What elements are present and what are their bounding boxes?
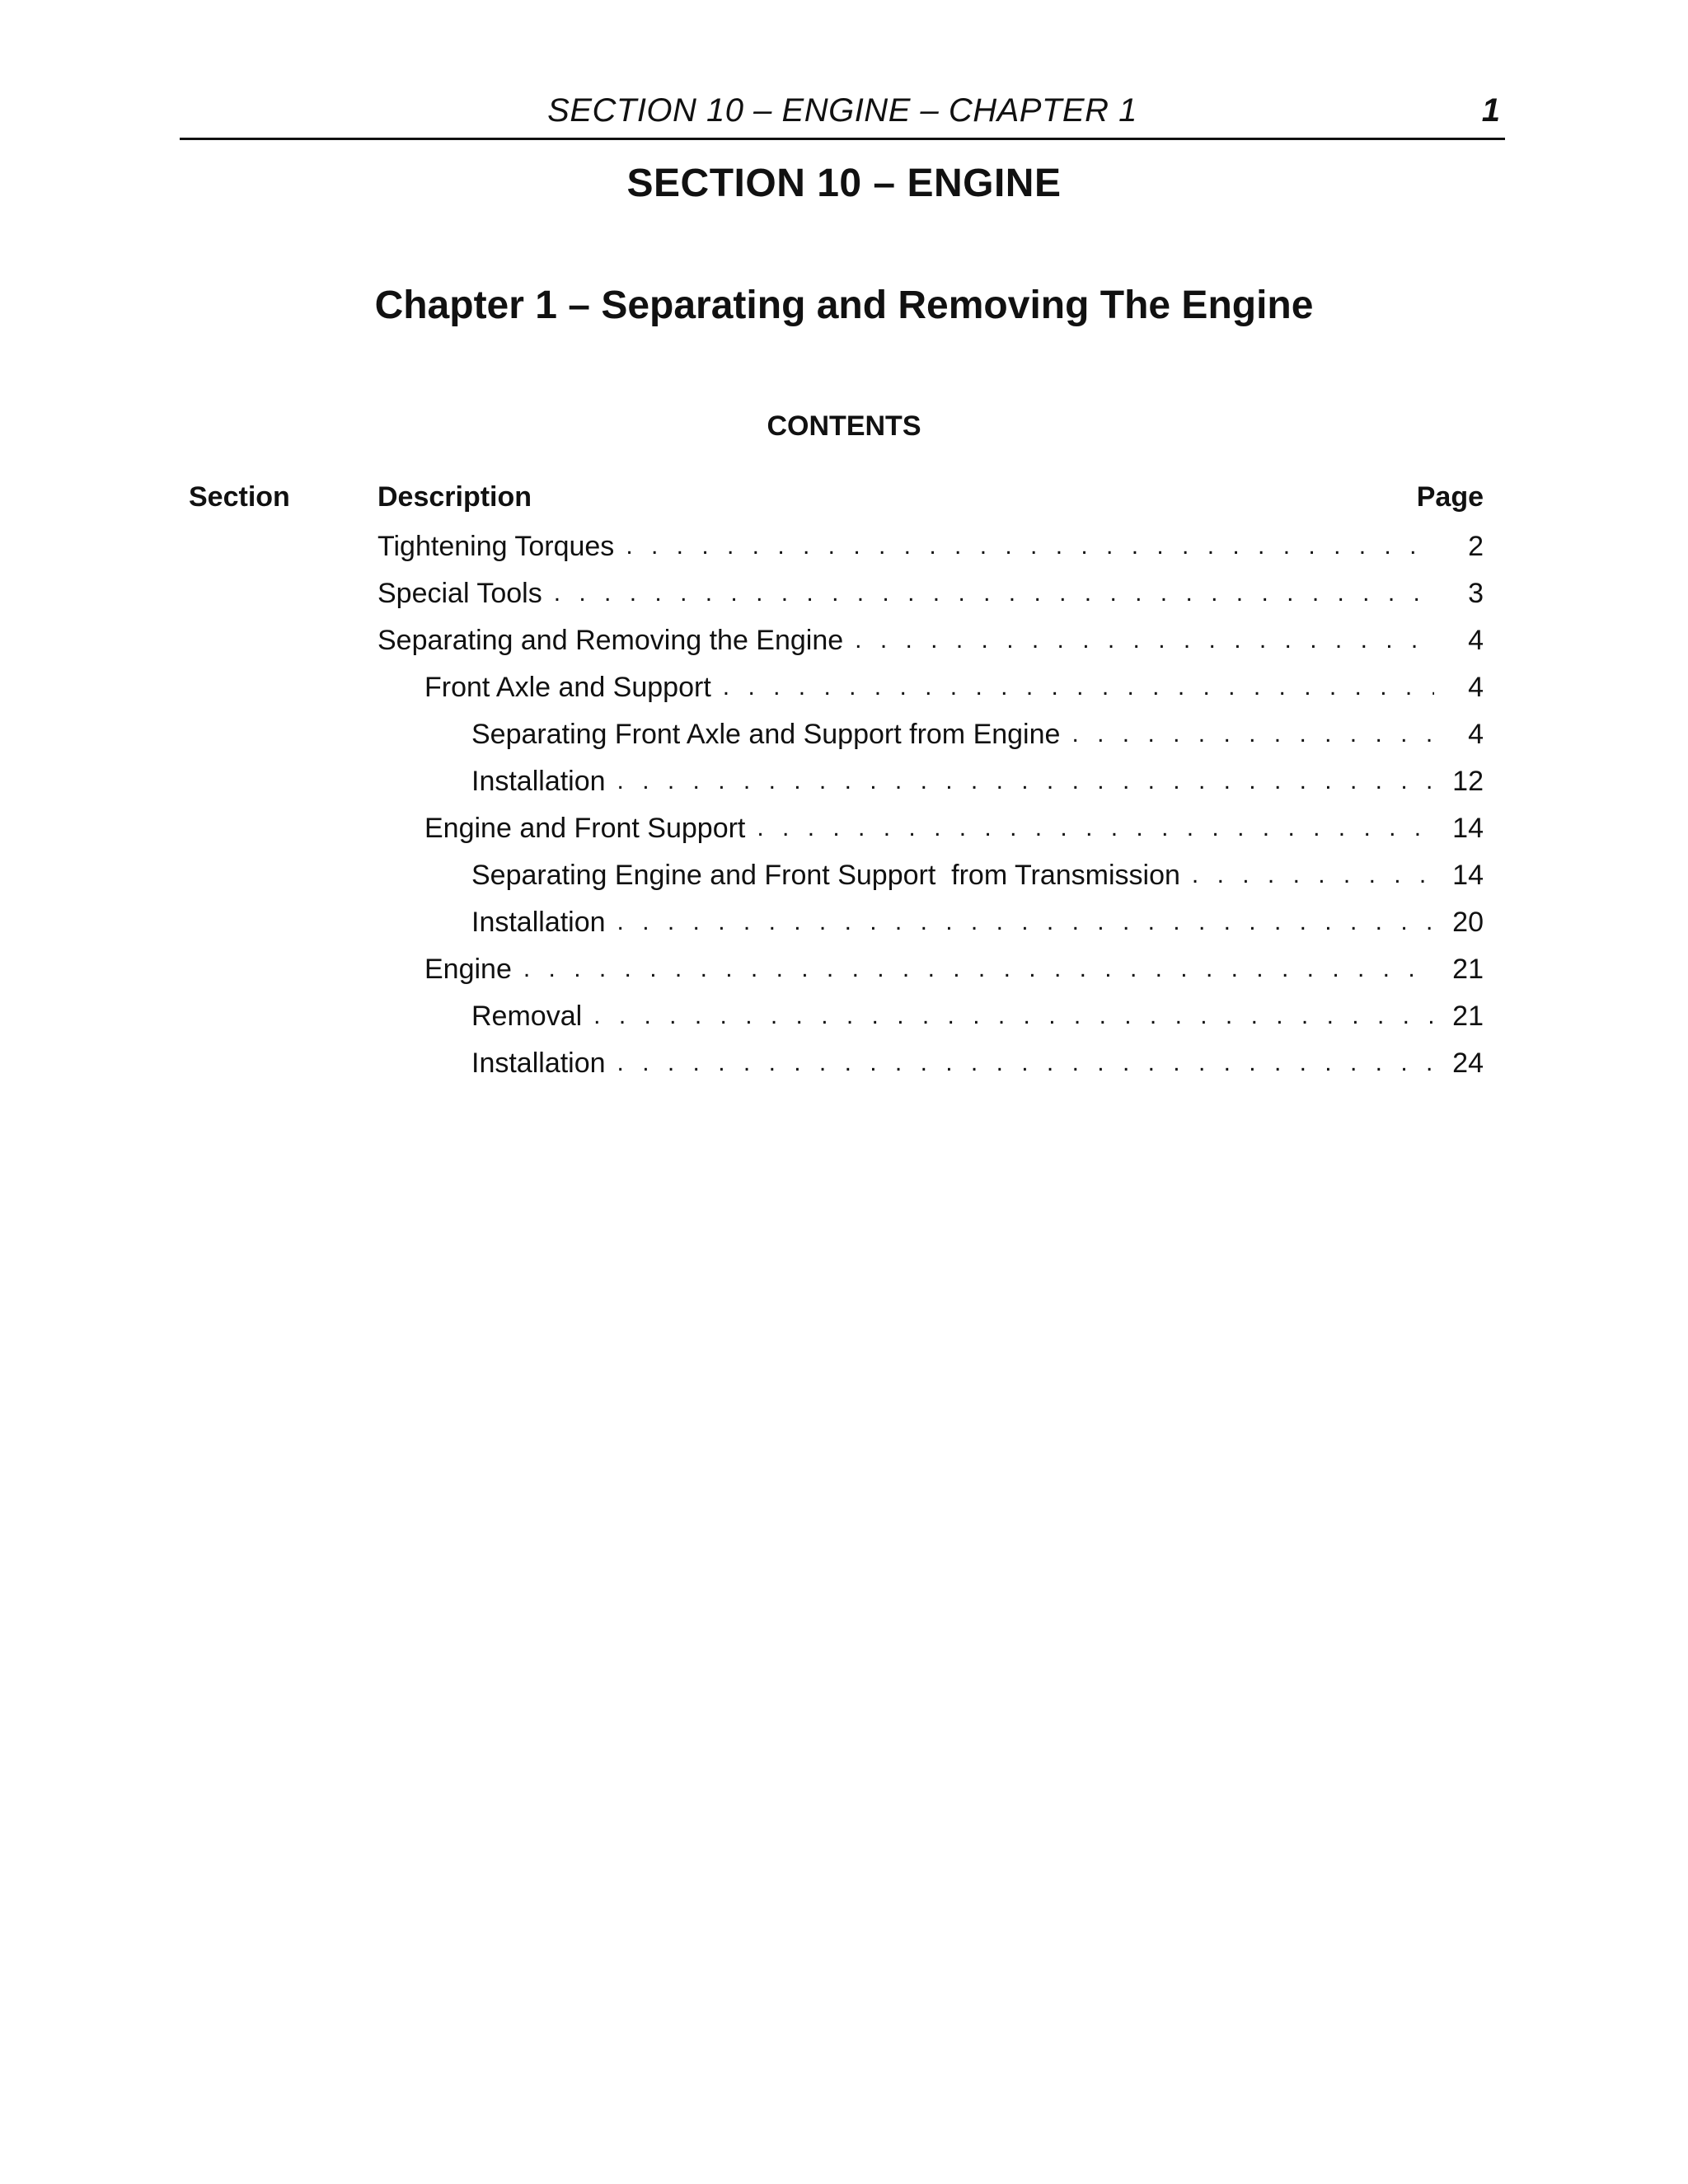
- dot-leader: [617, 765, 1434, 798]
- dot-leader: [1192, 859, 1434, 892]
- dot-leader: [1071, 718, 1434, 751]
- toc-entry-page: 21: [1452, 1001, 1484, 1032]
- toc-entry[interactable]: [377, 618, 1484, 665]
- toc-entry-page: 14: [1452, 860, 1484, 891]
- toc-entry-page: 4: [1468, 719, 1484, 750]
- toc-entry[interactable]: [377, 712, 1484, 759]
- dot-leader: [757, 812, 1434, 845]
- toc-entry-text: Engine and Front Support: [424, 813, 746, 844]
- toc-entry-text: Installation: [471, 907, 606, 938]
- toc-entry-page: 21: [1452, 954, 1484, 985]
- toc-entry[interactable]: [377, 806, 1484, 853]
- dot-leader: [593, 1000, 1434, 1033]
- running-header: [180, 89, 1505, 140]
- dot-leader: [855, 624, 1434, 657]
- toc-entry-page: 20: [1452, 907, 1484, 938]
- toc-entry-text: Tightening Torques: [377, 531, 615, 562]
- toc-entry-page: 14: [1452, 813, 1484, 844]
- toc-entry[interactable]: [377, 571, 1484, 618]
- header-rule: [180, 138, 1505, 140]
- toc-entry[interactable]: [377, 947, 1484, 994]
- toc-entry-page: 4: [1468, 625, 1484, 656]
- toc-entry[interactable]: [377, 900, 1484, 947]
- running-title: SECTION 10 – ENGINE – CHAPTER 1: [547, 92, 1137, 129]
- toc-entry-text: Installation: [471, 766, 606, 797]
- column-header-page: Page: [1416, 481, 1484, 513]
- toc-entry-text: Separating Engine and Front Support from Transmission: [471, 860, 1180, 891]
- toc-entry[interactable]: [377, 665, 1484, 712]
- toc-entry-text: Removal: [471, 1001, 583, 1032]
- toc-entry[interactable]: [377, 759, 1484, 806]
- column-header-section: Section: [189, 481, 290, 513]
- toc-entry-page: 24: [1452, 1047, 1484, 1079]
- section-title: SECTION 10 – ENGINE: [626, 162, 1062, 205]
- chapter-title: Chapter 1 – Separating and Removing The Engine: [374, 284, 1314, 327]
- toc-entry-text: Special Tools: [377, 578, 542, 609]
- dot-leader: [554, 577, 1434, 610]
- toc-entry-page: 12: [1452, 766, 1484, 797]
- toc-entry[interactable]: [377, 994, 1484, 1041]
- toc-entry-text: Separating and Removing the Engine: [377, 625, 844, 656]
- toc-entry-text: Separating Front Axle and Support from Engine: [471, 719, 1061, 750]
- page-number: 1: [1481, 92, 1500, 129]
- toc-entry-text: Engine: [424, 954, 512, 985]
- dot-leader: [617, 906, 1434, 939]
- column-header-description: Description: [377, 481, 532, 513]
- dot-leader: [523, 953, 1434, 986]
- dot-leader: [617, 1047, 1434, 1080]
- toc-entry-page: 4: [1468, 672, 1484, 703]
- toc-entry[interactable]: [377, 524, 1484, 571]
- toc-entry-text: Installation: [471, 1047, 606, 1079]
- contents-heading: CONTENTS: [767, 410, 921, 442]
- dot-leader: [723, 671, 1434, 704]
- toc-entry[interactable]: [377, 853, 1484, 900]
- toc-entry[interactable]: [377, 1041, 1484, 1088]
- table-of-contents: [377, 524, 1484, 1088]
- toc-entry-page: 3: [1468, 578, 1484, 609]
- dot-leader: [626, 530, 1434, 563]
- toc-entry-text: Front Axle and Support: [424, 672, 711, 703]
- toc-entry-page: 2: [1468, 531, 1484, 562]
